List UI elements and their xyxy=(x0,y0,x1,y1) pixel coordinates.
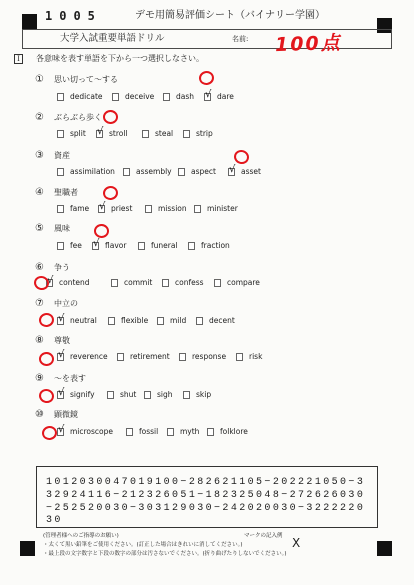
check-mark-icon: √ xyxy=(58,424,65,435)
checkbox[interactable] xyxy=(163,93,170,101)
option-label: contend xyxy=(59,278,90,287)
question-meaning: 資産 xyxy=(54,151,70,160)
answer-option[interactable] xyxy=(144,390,173,400)
option-label: fame xyxy=(70,204,90,213)
registration-mark-top-left xyxy=(22,14,37,29)
answer-option[interactable] xyxy=(108,316,148,326)
check-mark-icon: √ xyxy=(93,238,100,249)
check-mark-icon: √ xyxy=(99,201,106,212)
check-mark-icon: √ xyxy=(58,349,65,360)
answer-option[interactable] xyxy=(163,92,194,102)
answer-option[interactable] xyxy=(183,390,211,400)
answer-option[interactable] xyxy=(57,424,114,437)
checkbox[interactable] xyxy=(207,428,214,436)
answer-option[interactable] xyxy=(46,275,90,288)
option-label: minister xyxy=(207,204,238,213)
check-mark-icon: √ xyxy=(97,126,104,137)
option-label: compare xyxy=(227,278,260,287)
option-label: microscope xyxy=(70,427,114,436)
checkbox[interactable] xyxy=(57,242,64,250)
option-label: funeral xyxy=(151,241,178,250)
answer-option[interactable] xyxy=(194,204,238,214)
check-mark-icon: √ xyxy=(58,313,65,324)
question-number: ③ xyxy=(35,150,44,161)
answer-option[interactable] xyxy=(183,129,213,139)
question-meaning: 尊敬 xyxy=(54,336,70,345)
question-number: ⑨ xyxy=(35,373,44,384)
checkbox[interactable] xyxy=(117,353,124,361)
code-line: 32924116−212326051−182325048−272626030 xyxy=(46,490,366,501)
answer-option[interactable] xyxy=(214,278,260,288)
answer-option[interactable] xyxy=(179,352,226,362)
option-label: neutral xyxy=(70,316,97,325)
note-item: ・最上段の文字数字と下段の数字の部分は汚さないでください。(折り曲げたりしないでください。) xyxy=(43,551,287,557)
question-number: ⑧ xyxy=(35,335,44,346)
checkbox[interactable] xyxy=(188,242,195,250)
option-label: commit xyxy=(124,278,153,287)
answer-option[interactable] xyxy=(107,390,136,400)
checkbox[interactable] xyxy=(162,279,169,287)
checkbox[interactable] xyxy=(144,391,151,399)
question-number: ⑤ xyxy=(35,223,44,234)
checkbox-checked[interactable] xyxy=(98,201,106,213)
answer-option[interactable] xyxy=(228,164,261,177)
checkbox[interactable] xyxy=(236,353,243,361)
checkbox[interactable] xyxy=(123,168,130,176)
option-label: signify xyxy=(70,390,95,399)
name-label: 名前: xyxy=(232,35,249,43)
option-label: dare xyxy=(217,92,234,101)
checkbox[interactable] xyxy=(145,205,152,213)
option-label: folklore xyxy=(220,427,248,436)
option-label: skip xyxy=(196,390,212,399)
red-pen-circle xyxy=(233,148,251,165)
notes-heading: (管理者様へのご指導のお願い) xyxy=(43,533,119,539)
check-mark-icon: √ xyxy=(58,387,65,398)
instruction-text: 各意味を表す単語を下から一つ選択しなさい。 xyxy=(36,54,204,63)
option-label: aspect xyxy=(191,167,216,176)
answer-option[interactable] xyxy=(111,278,152,288)
registration-mark-bottom-left xyxy=(20,541,35,556)
checkbox[interactable] xyxy=(57,205,64,213)
checkbox-checked[interactable] xyxy=(57,387,65,399)
checkbox[interactable] xyxy=(183,391,190,399)
checkbox[interactable] xyxy=(214,279,221,287)
checkbox-checked[interactable] xyxy=(96,126,104,138)
answer-option[interactable] xyxy=(167,427,199,437)
question-number: ② xyxy=(35,112,44,123)
option-label: assimilation xyxy=(70,167,115,176)
sheet-title: デモ用簡易評価シート（バイナリー学園） xyxy=(135,10,325,21)
option-label: steal xyxy=(155,129,174,138)
checkbox[interactable] xyxy=(167,428,174,436)
option-label: risk xyxy=(249,352,263,361)
answer-option[interactable] xyxy=(188,241,230,251)
code-line: 1012030047019100−282621105−202221050−3 xyxy=(46,477,366,488)
check-mark-icon: √ xyxy=(229,164,236,175)
red-pen-circle xyxy=(198,70,215,86)
answer-option[interactable] xyxy=(57,313,97,326)
answer-option[interactable] xyxy=(57,129,86,139)
question-meaning: 聖職者 xyxy=(54,188,78,197)
question-meaning: ぶらぶら歩く xyxy=(54,113,102,122)
option-label: strip xyxy=(196,129,213,138)
answer-option[interactable] xyxy=(57,241,82,251)
answer-option[interactable] xyxy=(162,278,204,288)
check-mark-icon: √ xyxy=(47,275,54,286)
checkbox[interactable] xyxy=(196,317,203,325)
checkbox[interactable] xyxy=(178,168,185,176)
answer-option[interactable] xyxy=(98,201,133,214)
mark-example-x: X xyxy=(292,536,301,550)
checkbox-checked[interactable] xyxy=(57,424,65,436)
section-number: I xyxy=(14,54,23,64)
answer-option[interactable] xyxy=(92,238,127,251)
option-label: split xyxy=(70,129,86,138)
option-label: asset xyxy=(241,167,261,176)
option-label: confess xyxy=(175,278,204,287)
checkbox[interactable] xyxy=(179,353,186,361)
question-number: ⑩ xyxy=(35,409,44,420)
option-label: stroll xyxy=(109,129,128,138)
answer-option[interactable] xyxy=(57,349,108,362)
checkbox[interactable] xyxy=(108,317,115,325)
checkbox[interactable] xyxy=(194,205,201,213)
option-label: response xyxy=(192,352,227,361)
handwritten-score: 100点 xyxy=(274,31,343,57)
question-meaning: 風味 xyxy=(54,224,70,233)
answer-option[interactable] xyxy=(178,167,216,177)
checkbox[interactable] xyxy=(138,242,145,250)
option-label: dedicate xyxy=(70,92,103,101)
question-number: ④ xyxy=(35,187,44,198)
option-label: reverence xyxy=(70,352,108,361)
option-label: flavor xyxy=(105,241,127,250)
answer-option[interactable] xyxy=(157,316,186,326)
red-pen-circle xyxy=(94,224,109,239)
checkbox-checked[interactable] xyxy=(228,164,236,176)
registration-mark-bottom-right xyxy=(377,541,392,556)
answer-option[interactable] xyxy=(204,89,234,102)
checkbox[interactable] xyxy=(142,130,149,138)
option-label: sigh xyxy=(157,390,173,399)
checkbox[interactable] xyxy=(57,93,64,101)
option-label: priest xyxy=(111,204,133,213)
question-meaning: 争う xyxy=(54,263,70,272)
sheet-code: 1005 xyxy=(45,9,102,23)
answer-option[interactable] xyxy=(57,92,103,102)
checkbox[interactable] xyxy=(183,130,190,138)
checkbox[interactable] xyxy=(112,93,119,101)
answer-option[interactable] xyxy=(236,352,262,362)
checkbox[interactable] xyxy=(107,391,114,399)
answer-option[interactable] xyxy=(112,92,154,102)
checkbox-checked[interactable] xyxy=(57,349,65,361)
answer-option[interactable] xyxy=(96,126,128,139)
red-pen-circle xyxy=(41,425,58,441)
option-label: fee xyxy=(70,241,82,250)
mark-example-label: マークの記入例 xyxy=(244,533,283,539)
answer-option[interactable] xyxy=(57,387,95,400)
drill-title: 大学入試重要単語ドリル xyxy=(60,33,165,44)
option-label: retirement xyxy=(130,352,170,361)
option-label: shut xyxy=(120,390,137,399)
red-pen-circle xyxy=(38,312,55,328)
answer-option[interactable] xyxy=(196,316,235,326)
checkbox[interactable] xyxy=(57,168,64,176)
checkbox[interactable] xyxy=(157,317,164,325)
question-meaning: 顕微鏡 xyxy=(54,410,78,419)
code-line: −252520030−303129030−242020030−3222220 xyxy=(46,503,366,514)
checkbox[interactable] xyxy=(111,279,118,287)
option-label: fraction xyxy=(201,241,230,250)
answer-option[interactable] xyxy=(138,241,178,251)
option-label: deceive xyxy=(125,92,155,101)
option-label: mild xyxy=(170,316,187,325)
answer-option[interactable] xyxy=(123,167,172,177)
answer-option[interactable] xyxy=(207,427,248,437)
red-pen-circle xyxy=(39,352,54,367)
checkbox-checked[interactable] xyxy=(92,238,100,250)
option-label: dash xyxy=(176,92,195,101)
answer-option[interactable] xyxy=(57,167,115,177)
checkbox[interactable] xyxy=(57,130,64,138)
option-label: decent xyxy=(209,316,235,325)
option-label: assembly xyxy=(136,167,172,176)
question-number: ⑦ xyxy=(35,298,44,309)
red-pen-circle xyxy=(102,185,119,201)
question-number: ⑥ xyxy=(35,262,44,273)
option-label: myth xyxy=(180,427,200,436)
answer-option[interactable] xyxy=(126,427,158,437)
option-label: flexible xyxy=(121,316,149,325)
note-item: ・太くて黒い鉛筆をご使用ください。(訂正した場合はきれいに消してください。) xyxy=(43,542,243,548)
answer-option[interactable] xyxy=(57,204,89,214)
question-meaning: 中立の xyxy=(54,299,78,308)
answer-option[interactable] xyxy=(145,204,187,214)
code-line: 30 xyxy=(46,515,63,526)
red-pen-circle xyxy=(38,387,56,404)
checkbox-checked[interactable] xyxy=(57,313,65,325)
red-pen-circle xyxy=(103,110,118,125)
answer-option[interactable] xyxy=(142,129,173,139)
checkbox-checked[interactable] xyxy=(204,89,212,101)
question-meaning: ～を表す xyxy=(54,374,86,383)
check-mark-icon: √ xyxy=(205,89,212,100)
question-number: ① xyxy=(35,74,44,85)
option-label: mission xyxy=(158,204,187,213)
question-meaning: 思い切って～する xyxy=(54,75,118,84)
answer-option[interactable] xyxy=(117,352,170,362)
checkbox[interactable] xyxy=(126,428,133,436)
option-label: fossil xyxy=(139,427,159,436)
